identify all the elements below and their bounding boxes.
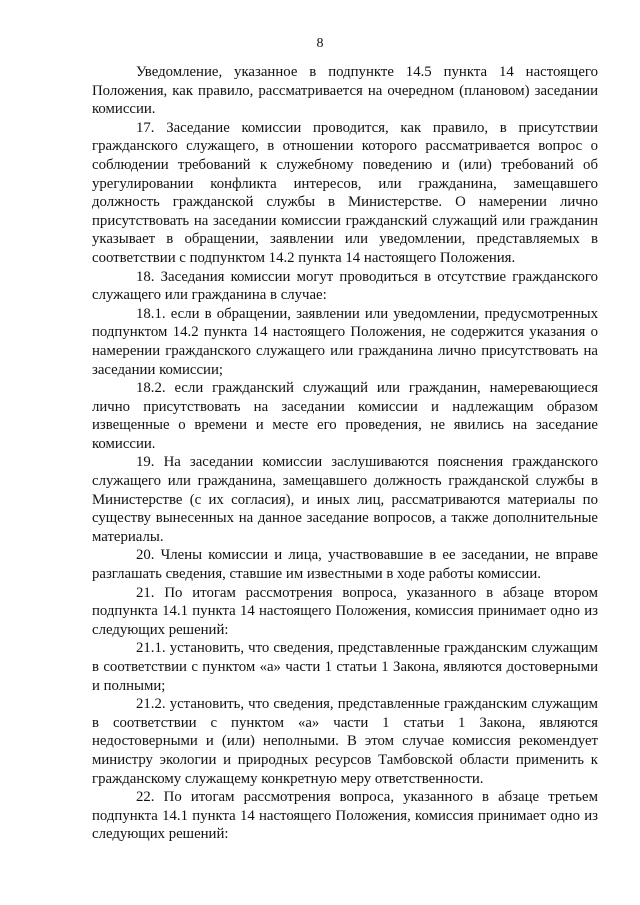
paragraph-21-1: 21.1. установить, что сведения, представленные гражданским служащим в соответствии с пунктом «а» части 1 статьи 1 Закона, являются достоверными и полными;: [92, 640, 598, 694]
paragraph-21-2: 21.2. установить, что сведения, представленные гражданским служащим в соответствии с пунктом «а» части 1 статьи 1 Закона, являются недостоверными и (или) неполными. В этом случае комиссия рекомендует министру экологии и природных ресурсов Тамбовской области применить к гражданскому служащему конкретную меру ответственности.: [92, 696, 598, 787]
paragraph-notice-review: Уведомление, указанное в подпункте 14.5 пункта 14 настоящего Положения, как правило, рассматривается на очередном (плановом) заседании комиссии.: [92, 64, 598, 118]
paragraph-21: 21. По итогам рассмотрения вопроса, указанного в абзаце втором подпункта 14.1 пункта 14 настоящего Положения, комиссия принимает одно из следующих решений:: [92, 584, 598, 638]
page-number: 8: [316, 36, 324, 51]
paragraph-18: 18. Заседания комиссии могут проводиться в отсутствие гражданского служащего или гражданина в случае:: [92, 268, 598, 304]
paragraph-18-2: 18.2. если гражданский служащий или гражданин, намеревающиеся лично присутствовать на заседании комиссии и надлежащим образом извещенные о времени и месте его проведения, не явились на заседание комиссии.: [92, 380, 598, 452]
paragraph-22: 22. По итогам рассмотрения вопроса, указанного в абзаце третьем подпункта 14.1 пункта 14 настоящего Положения, комиссия принимает одно из следующих решений:: [92, 789, 598, 843]
document-body: [92, 63, 598, 844]
paragraph-17: 17. Заседание комиссии проводится, как правило, в присутствии гражданского служащего, в отношении которого рассматривается вопрос о соблюдении требований к служебному поведению и (или) требований об урегулировании конфликта интересов, или гражданина, замещавшего должность гражданской службы в Министерстве. О намерении лично присутствовать на заседании комиссии гражданский служащий или гражданин указывает в обращении, заявлении или уведомлении, представляемых в соответствии с подпунктом 14.2 пункта 14 настоящего Положения.: [92, 119, 598, 266]
paragraph-20: 20. Члены комиссии и лица, участвовавшие в ее заседании, не вправе разглашать сведения, ставшие им известными в ходе работы комиссии.: [92, 547, 598, 583]
paragraph-18-1: 18.1. если в обращении, заявлении или уведомлении, предусмотренных подпунктом 14.2 пункта 14 настоящего Положения, не содержится указания о намерении гражданского служащего или гражданина лично присутствовать на заседании комиссии;: [92, 305, 598, 378]
paragraph-19: 19. На заседании комиссии заслушиваются пояснения гражданского служащего или гражданина, замещавшего должность гражданской службы в Министерстве (с их согласия), и иных лиц, рассматриваются материалы по существу вынесенных на данное заседание вопросов, а также дополнительные материалы.: [92, 454, 598, 545]
